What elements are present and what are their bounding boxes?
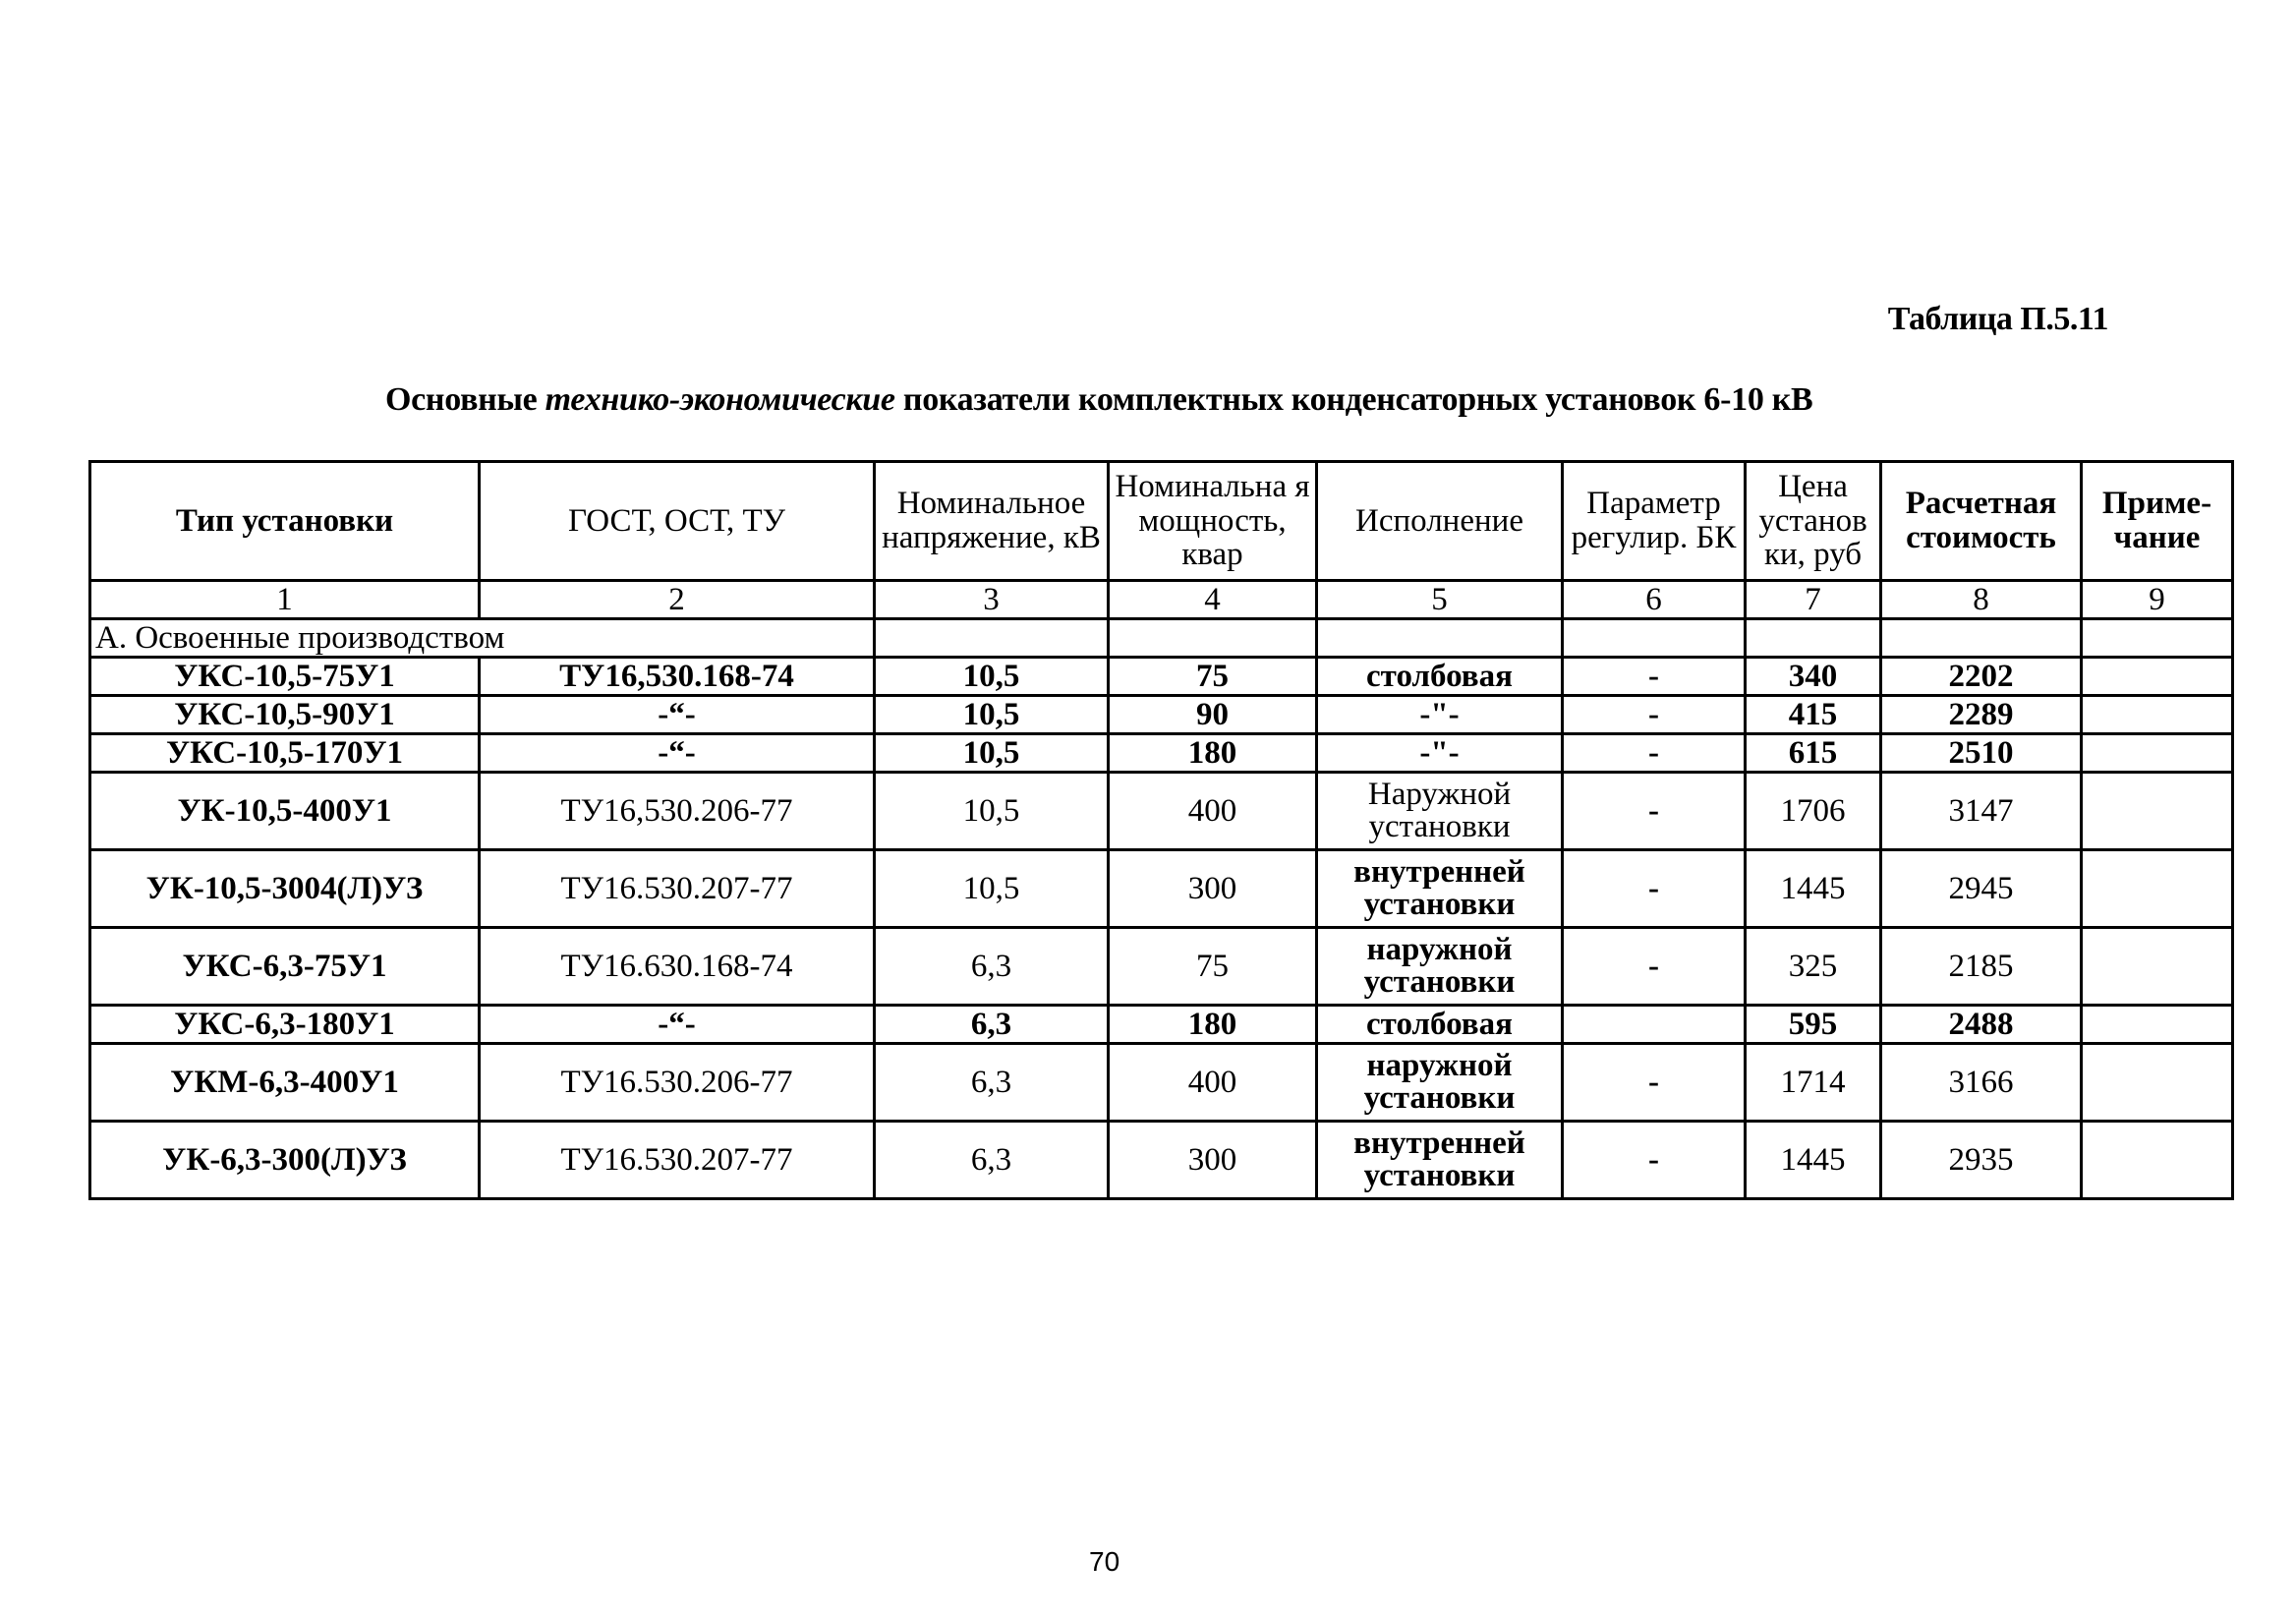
table-cell: [1317, 619, 1563, 658]
cell-note: [2082, 1006, 2233, 1044]
header-price: Цена установ ки, руб: [1746, 462, 1881, 581]
cell-cost: 2289: [1881, 696, 2082, 734]
cell-regulation: -: [1563, 773, 1746, 850]
cell-regulation: -: [1563, 734, 1746, 773]
cell-execution: внутренней установки: [1317, 1122, 1563, 1199]
table-row: [90, 773, 2233, 850]
table-label: Таблица П.5.11: [1887, 301, 2108, 337]
table-cell: [2082, 619, 2233, 658]
cell-note: [2082, 850, 2233, 928]
cell-gost: ТУ16,530.206-77: [480, 773, 875, 850]
header-voltage: Номинальное напряжение, кВ: [875, 462, 1109, 581]
header-execution: Исполнение: [1317, 462, 1563, 581]
column-number: 7: [1746, 581, 1881, 619]
cell-note: [2082, 696, 2233, 734]
cell-type: УК-6,3-300(Л)УЗ: [90, 1122, 480, 1199]
cell-note: [2082, 773, 2233, 850]
table-row: [90, 1122, 2233, 1199]
cell-type: УКС-10,5-75У1: [90, 658, 480, 696]
cell-execution: Наружной установки: [1317, 773, 1563, 850]
table-title-part3: показатели комплектных конденсаторных установок 6-10 кВ: [894, 381, 1813, 418]
header-power: Номинальна я мощность, квар: [1109, 462, 1317, 581]
cell-power: 400: [1109, 1044, 1317, 1122]
header-row: [90, 462, 2233, 581]
cell-cost: 3166: [1881, 1044, 2082, 1122]
cell-gost: -“-: [480, 734, 875, 773]
cell-gost: ТУ16.530.207-77: [480, 850, 875, 928]
table-row: [90, 696, 2233, 734]
cell-regulation: -: [1563, 1122, 1746, 1199]
cell-execution: наружной установки: [1317, 1044, 1563, 1122]
page-number: 70: [1089, 1546, 1120, 1577]
cell-note: [2082, 658, 2233, 696]
cell-cost: 2945: [1881, 850, 2082, 928]
table-cell: [1881, 619, 2082, 658]
cell-voltage: 10,5: [875, 658, 1109, 696]
column-number-row: [90, 581, 2233, 619]
cell-price: 615: [1746, 734, 1881, 773]
cell-power: 300: [1109, 1122, 1317, 1199]
table-cell: [1563, 619, 1746, 658]
cell-cost: 2510: [1881, 734, 2082, 773]
cell-note: [2082, 734, 2233, 773]
cell-gost: -“-: [480, 696, 875, 734]
cell-voltage: 6,3: [875, 928, 1109, 1006]
cell-type: УК-10,5-3004(Л)УЗ: [90, 850, 480, 928]
cell-note: [2082, 928, 2233, 1006]
header-type: Тип установки: [90, 462, 480, 581]
table-title: [385, 381, 1812, 419]
column-number: 4: [1109, 581, 1317, 619]
section-row: [90, 619, 2233, 658]
header-cost: Расчетная стоимость: [1881, 462, 2082, 581]
cell-note: [2082, 1044, 2233, 1122]
table-title-part1: Основные: [385, 381, 545, 418]
column-number: 3: [875, 581, 1109, 619]
cell-power: 300: [1109, 850, 1317, 928]
cell-gost: ТУ16.530.207-77: [480, 1122, 875, 1199]
cell-regulation: -: [1563, 850, 1746, 928]
header-note: Приме- чание: [2082, 462, 2233, 581]
cell-gost: ТУ16.530.206-77: [480, 1044, 875, 1122]
cell-power: 90: [1109, 696, 1317, 734]
table-cell: [1746, 619, 1881, 658]
header-regulation: Параметр регулир. БК: [1563, 462, 1746, 581]
table-cell: [1109, 619, 1317, 658]
cell-type: УК-10,5-400У1: [90, 773, 480, 850]
cell-type: УКС-6,3-75У1: [90, 928, 480, 1006]
column-number: 9: [2082, 581, 2233, 619]
cell-regulation: -: [1563, 928, 1746, 1006]
column-number: 5: [1317, 581, 1563, 619]
cell-voltage: 6,3: [875, 1044, 1109, 1122]
cell-type: УКС-6,3-180У1: [90, 1006, 480, 1044]
cell-voltage: 6,3: [875, 1122, 1109, 1199]
cell-cost: 2185: [1881, 928, 2082, 1006]
cell-price: 1445: [1746, 850, 1881, 928]
cell-execution: столбовая: [1317, 1006, 1563, 1044]
cell-type: УКМ-6,3-400У1: [90, 1044, 480, 1122]
cell-cost: 2488: [1881, 1006, 2082, 1044]
table-cell: [875, 619, 1109, 658]
cell-execution: наружной установки: [1317, 928, 1563, 1006]
cell-power: 180: [1109, 1006, 1317, 1044]
cell-gost: ТУ16,530.168-74: [480, 658, 875, 696]
column-number: 6: [1563, 581, 1746, 619]
header-gost: ГОСТ, ОСТ, ТУ: [480, 462, 875, 581]
cell-regulation: -: [1563, 658, 1746, 696]
table-row: [90, 1006, 2233, 1044]
cell-power: 400: [1109, 773, 1317, 850]
cell-cost: 2202: [1881, 658, 2082, 696]
cell-price: 340: [1746, 658, 1881, 696]
table-row: [90, 928, 2233, 1006]
cell-voltage: 10,5: [875, 696, 1109, 734]
cell-cost: 3147: [1881, 773, 2082, 850]
cell-price: 595: [1746, 1006, 1881, 1044]
cell-price: 1706: [1746, 773, 1881, 850]
column-number: 1: [90, 581, 480, 619]
cell-type: УКС-10,5-170У1: [90, 734, 480, 773]
cell-voltage: 10,5: [875, 734, 1109, 773]
cell-regulation: -: [1563, 1044, 1746, 1122]
cell-power: 75: [1109, 928, 1317, 1006]
table-row: [90, 1044, 2233, 1122]
cell-cost: 2935: [1881, 1122, 2082, 1199]
column-number: 2: [480, 581, 875, 619]
column-number: 8: [1881, 581, 2082, 619]
cell-voltage: 10,5: [875, 850, 1109, 928]
cell-price: 415: [1746, 696, 1881, 734]
cell-regulation: -: [1563, 696, 1746, 734]
cell-voltage: 10,5: [875, 773, 1109, 850]
table-row: [90, 850, 2233, 928]
cell-execution: -"-: [1317, 696, 1563, 734]
cell-note: [2082, 1122, 2233, 1199]
capacitor-units-table: [88, 460, 2234, 1200]
cell-power: 180: [1109, 734, 1317, 773]
cell-execution: внутренней установки: [1317, 850, 1563, 928]
cell-type: УКС-10,5-90У1: [90, 696, 480, 734]
cell-gost: -“-: [480, 1006, 875, 1044]
section-label: А. Освоенные производством: [90, 619, 875, 658]
cell-execution: столбовая: [1317, 658, 1563, 696]
cell-execution: -"-: [1317, 734, 1563, 773]
cell-voltage: 6,3: [875, 1006, 1109, 1044]
table-row: [90, 734, 2233, 773]
table-row: [90, 658, 2233, 696]
cell-regulation: [1563, 1006, 1746, 1044]
cell-gost: ТУ16.630.168-74: [480, 928, 875, 1006]
cell-price: 1714: [1746, 1044, 1881, 1122]
cell-price: 1445: [1746, 1122, 1881, 1199]
cell-power: 75: [1109, 658, 1317, 696]
cell-price: 325: [1746, 928, 1881, 1006]
table-title-part2: технико-экономические: [545, 381, 895, 418]
